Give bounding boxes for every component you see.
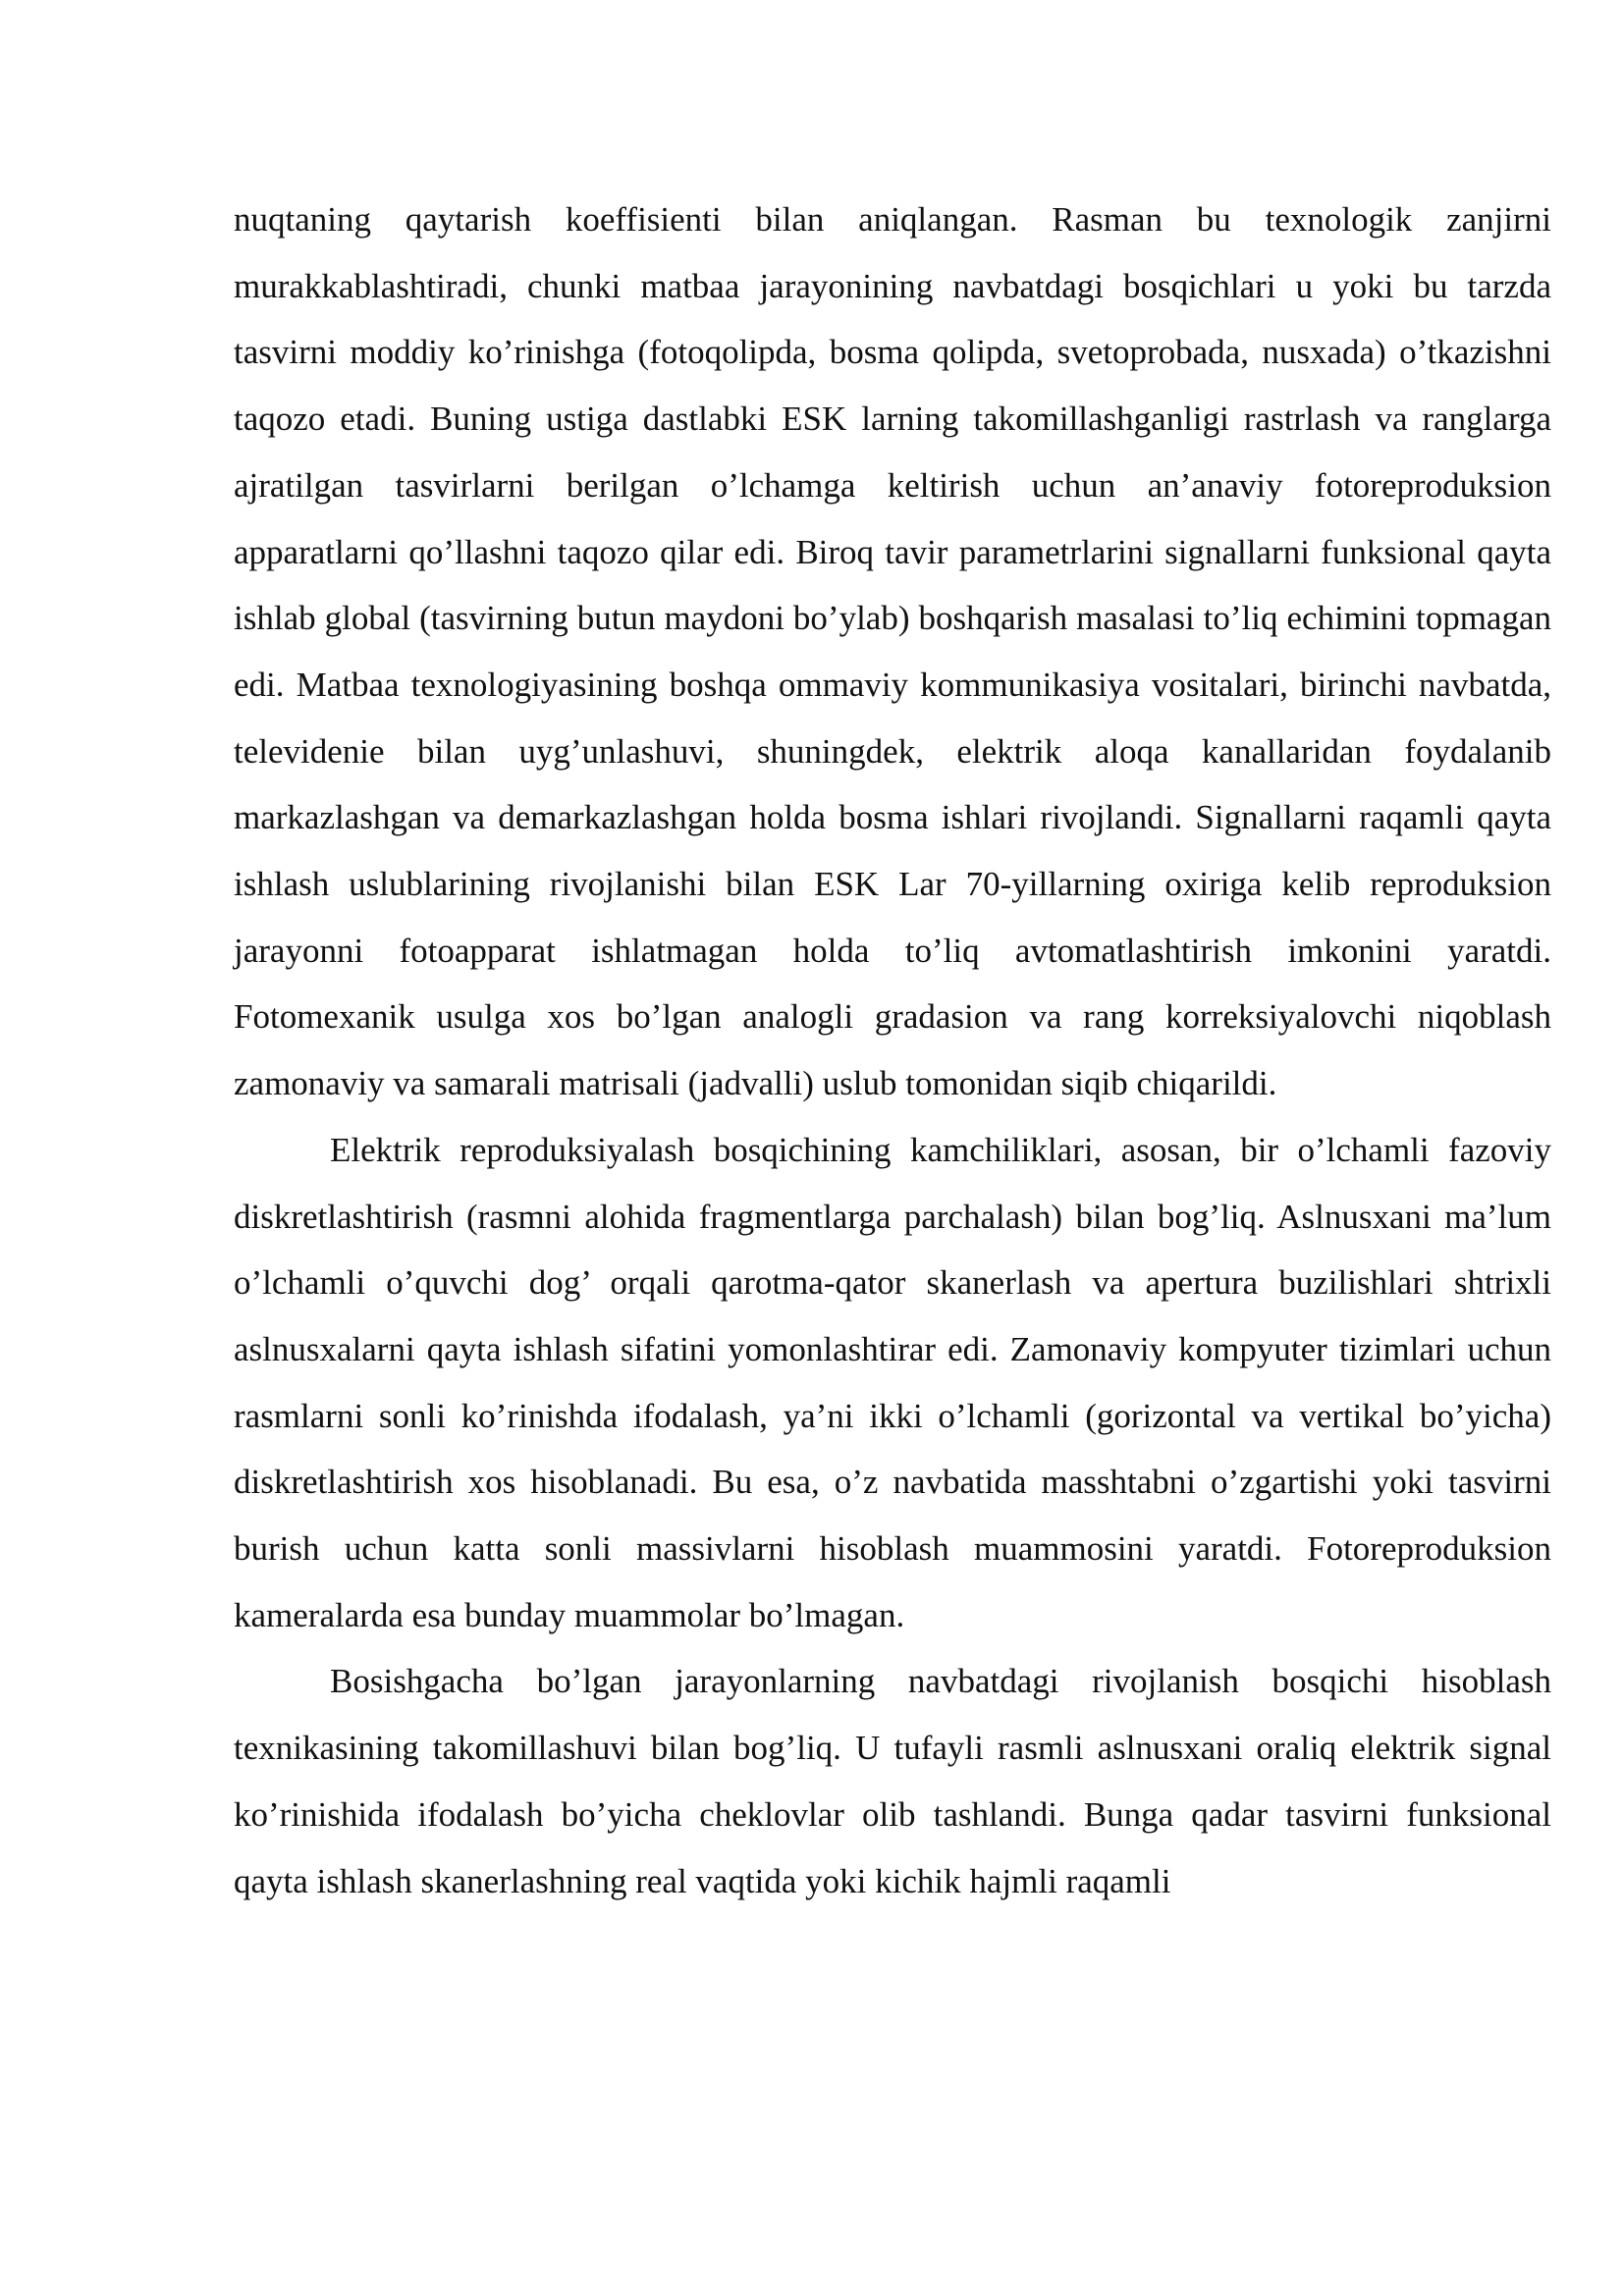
paragraph-2: Elektrik reproduksiyalash bosqichining kamchiliklari, asosan, bir o’lchamli fazoviy diskretlashtirish (rasmni alohida fragmentlarga parchalash) bilan bog’liq. Aslnusxani ma’lum o’lchamli o’quvchi dog’ orqali qarotma-qator skanerlash va apertura buzilishlari shtrixli aslnusxalarni qayta ishlash sifatini yomonlashtirar edi. Zamonaviy kompyuter tizimlari uchun rasmlarni sonli ko’rinishda ifodalash, ya’ni ikki o’lchamli (gorizontal va vertikal bo’yicha) diskretlashtirish xos hisoblanadi. Bu esa, o’z navbatida masshtabni o’zgartishi yoki tasvirni burish uchun katta sonli massivlarni hisoblash muammosini yaratdi. Fotoreproduksion kameralarda esa bunday muammolar bo’lmagan. [234,1130,1551,1634]
paragraph-3: Bosishgacha bo’lgan jarayonlarning navbatdagi rivojlanish bosqichi hisoblash texnikasining takomillashuvi bilan bog’liq. U tufayli rasmli aslnusxani oraliq elektrik signal ko’rinishida ifodalash bo’yicha cheklovlar olib tashlandi. Bunga qadar tasvirni funksional qayta ishlash skanerlashning real vaqtida yoki kichik hajmli raqamli [234,1662,1551,1900]
document-body [234,187,1551,1914]
paragraph-1: nuqtaning qaytarish koeffisienti bilan aniqlangan. Rasman bu texnologik zanjirni murakkablashtiradi, chunki matbaa jarayonining navbatdagi bosqichlari u yoki bu tarzda tasvirni moddiy ko’rinishga (fotoqolipda, bosma qolipda, svetoprobada, nusxada) o’tkazishni taqozo etadi. Buning ustiga dastlabki ESK larning takomillashganligi rastrlash va ranglarga ajratilgan tasvirlarni berilgan o’lchamga keltirish uchun an’anaviy fotoreproduksion apparatlarni qo’llashni taqozo qilar edi. Biroq tavir parametrlarini signallarni funksional qayta ishlab global (tasvirning butun maydoni bo’ylab) boshqarish masalasi to’liq echimini topmagan edi. Matbaa texnologiyasining boshqa ommaviy kommunikasiya vositalari, birinchi navbatda, televidenie bilan uyg’unlashuvi, shuningdek, elektrik aloqa kanallaridan foydalanib markazlashgan va demarkazlashgan holda bosma ishlari rivojlandi. Signallarni raqamli qayta ishlash uslublarining rivojlanishi bilan ESK Lar 70-yillarning oxiriga kelib reproduksion jarayonni fotoapparat ishlatmagan holda to’liq avtomatlashtirish imkonini yaratdi. Fotomexanik usulga xos bo’lgan analogli gradasion va rang korreksiyalovchi niqoblash zamonaviy va samarali matrisali (jadvalli) uslub tomonidan siqib chiqarildi. [234,200,1551,1103]
